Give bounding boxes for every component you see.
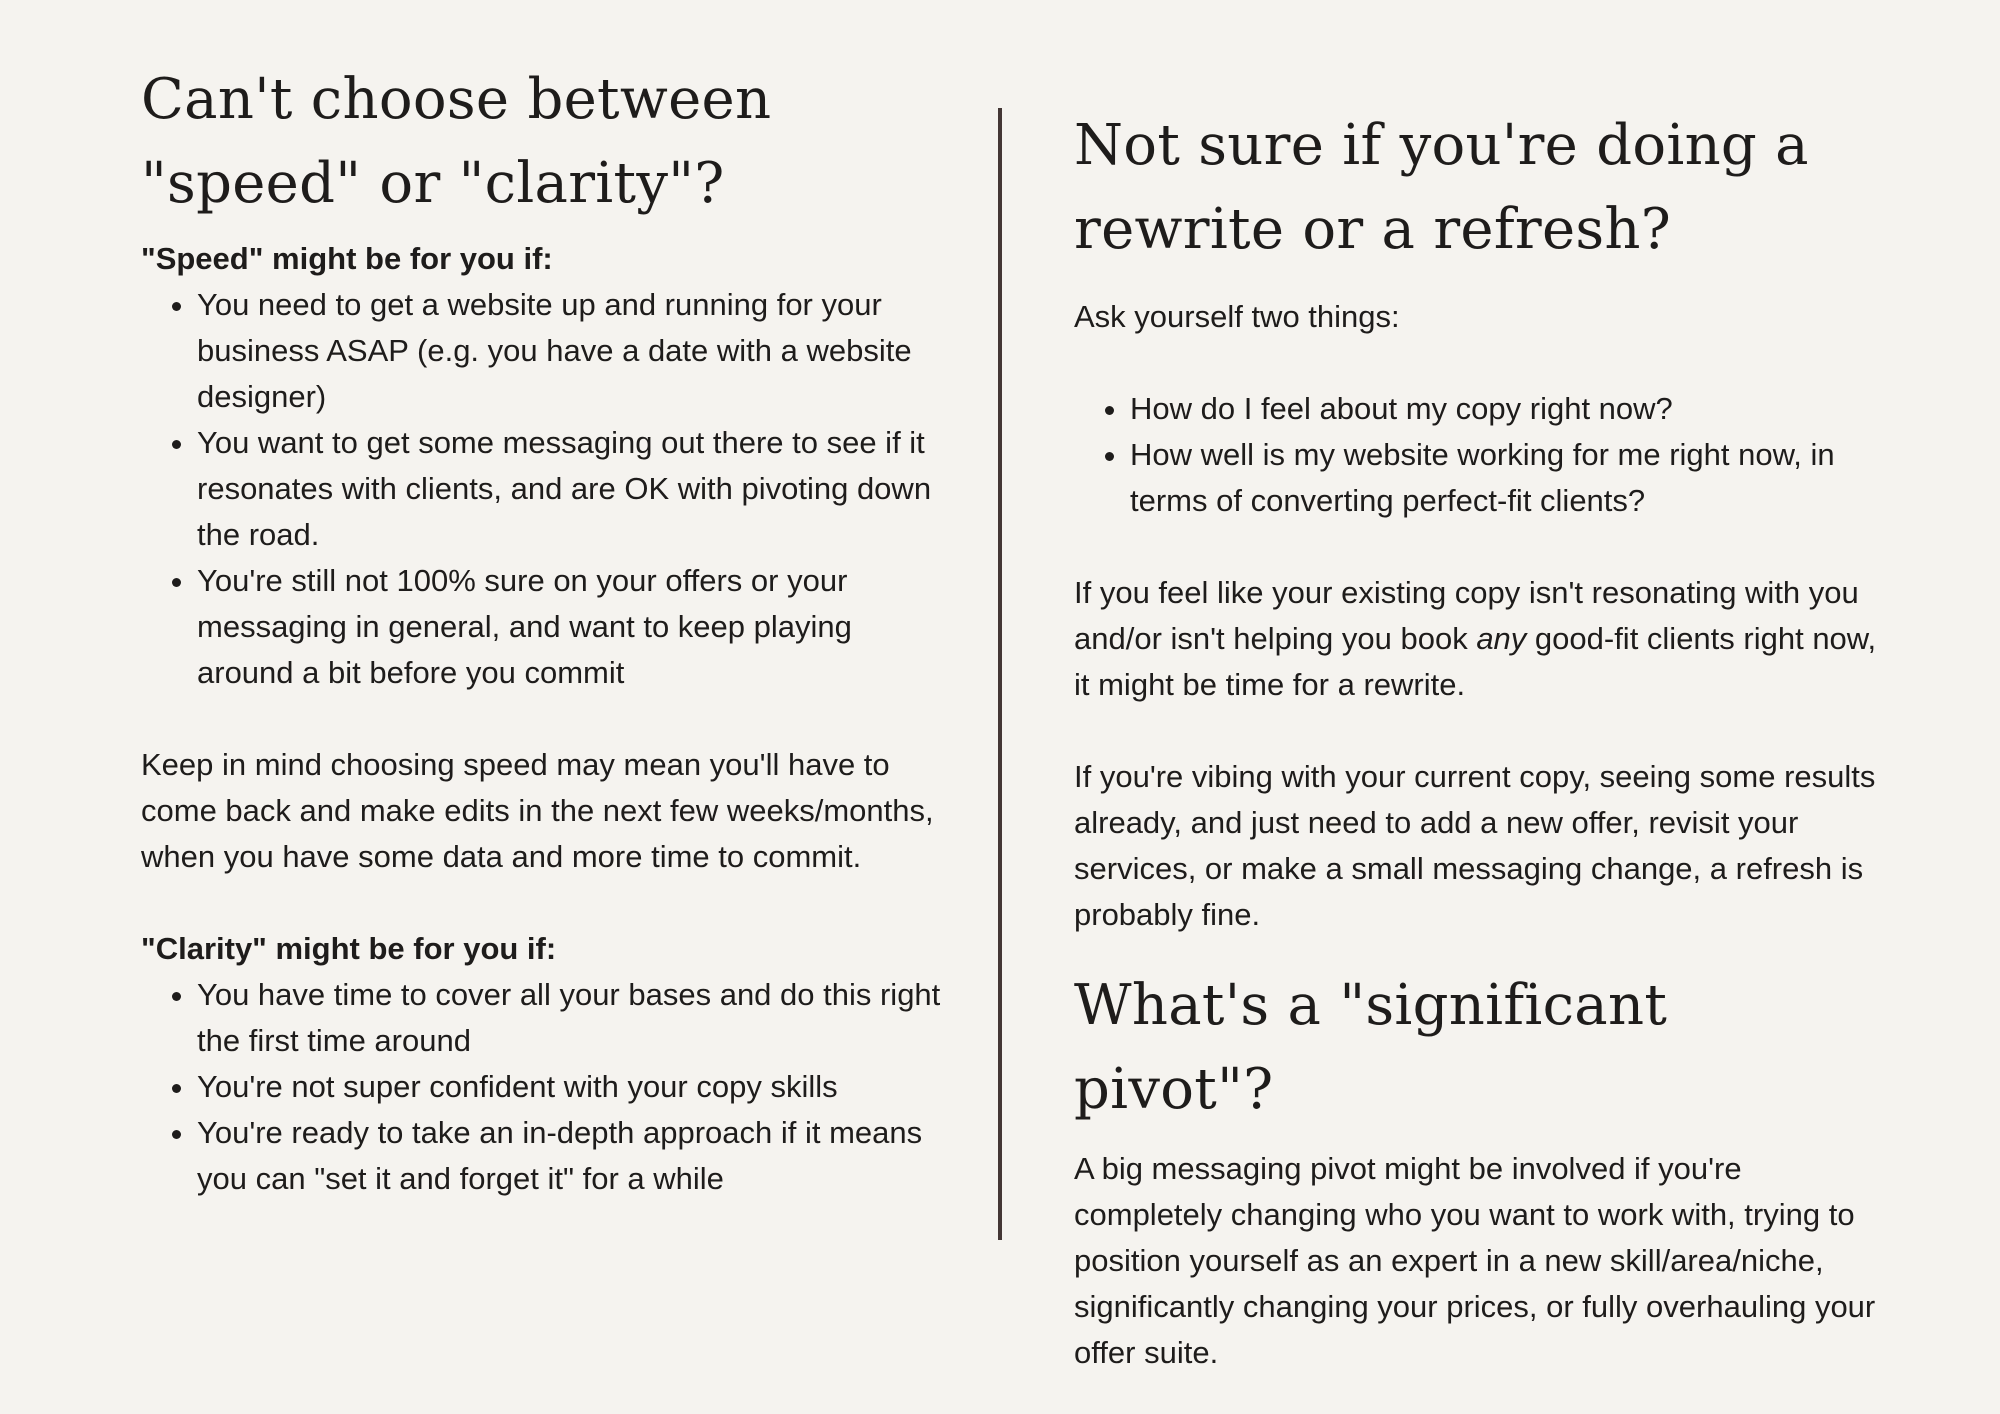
refresh-paragraph: If you're vibing with your current copy, seeing some results already, and just need to add a new offer, revisit your services, or make a small messaging change, a refresh is probably fine. xyxy=(1074,759,1876,932)
heading-line-1: Can't choose between xyxy=(141,67,772,132)
intro-text: Ask yourself two things: xyxy=(1074,299,1400,334)
list-item: • You want to get some messaging out there to see if it resonates with clients, and are OK with pivoting down the road. xyxy=(197,420,941,558)
heading-line-2: rewrite or a refresh? xyxy=(1074,197,1672,262)
heading-line-1: Not sure if you're doing a xyxy=(1074,113,1809,178)
list-item: • How well is my website working for me right now, in terms of converting perfect-fit clients? xyxy=(1130,432,1884,524)
emphasis: any xyxy=(1476,621,1527,656)
pivot-heading: What's a "significant pivot"? xyxy=(1074,973,1668,1122)
pivot-paragraph: A big messaging pivot might be involved if you're completely changing who you want to work with, trying to position yourself as an expert in a new skill/area/niche, significantly changing your prices, or fully overhauling your offer suite. xyxy=(1074,1151,1876,1370)
list-item: • You're still not 100% sure on your offers or your messaging in general, and want to keep playing around a bit before you commit xyxy=(197,558,941,696)
questions-list xyxy=(1074,386,1884,524)
speed-subheading: "Speed" might be for you if: xyxy=(141,241,553,276)
speed-clarity-heading xyxy=(141,58,941,226)
left-column xyxy=(141,58,941,1202)
clarity-subheading: "Clarity" might be for you if: xyxy=(141,931,557,966)
list-item: • You're not super confident with your copy skills xyxy=(197,1064,941,1110)
column-divider xyxy=(998,108,1002,1240)
clarity-list xyxy=(141,972,941,1202)
list-item: • You have time to cover all your bases and do this right the first time around xyxy=(197,972,941,1064)
list-item: • You need to get a website up and running for your business ASAP (e.g. you have a date with a website designer) xyxy=(197,282,941,420)
speed-list xyxy=(141,282,941,696)
right-column xyxy=(1074,104,1884,1376)
rewrite-paragraph: If you feel like your existing copy isn't resonating with you and/or isn't helping you book any good-fit clients right now, it might be time for a rewrite. xyxy=(1074,575,1877,702)
rewrite-refresh-heading xyxy=(1074,104,1884,272)
speed-note: Keep in mind choosing speed may mean you'll have to come back and make edits in the next few weeks/months, when you have some data and more time to commit. xyxy=(141,747,934,874)
list-item: • How do I feel about my copy right now? xyxy=(1130,386,1884,432)
list-item: • You're ready to take an in-depth approach if it means you can "set it and forget it" for a while xyxy=(197,1110,941,1202)
heading-line-2: "speed" or "clarity"? xyxy=(141,151,725,216)
